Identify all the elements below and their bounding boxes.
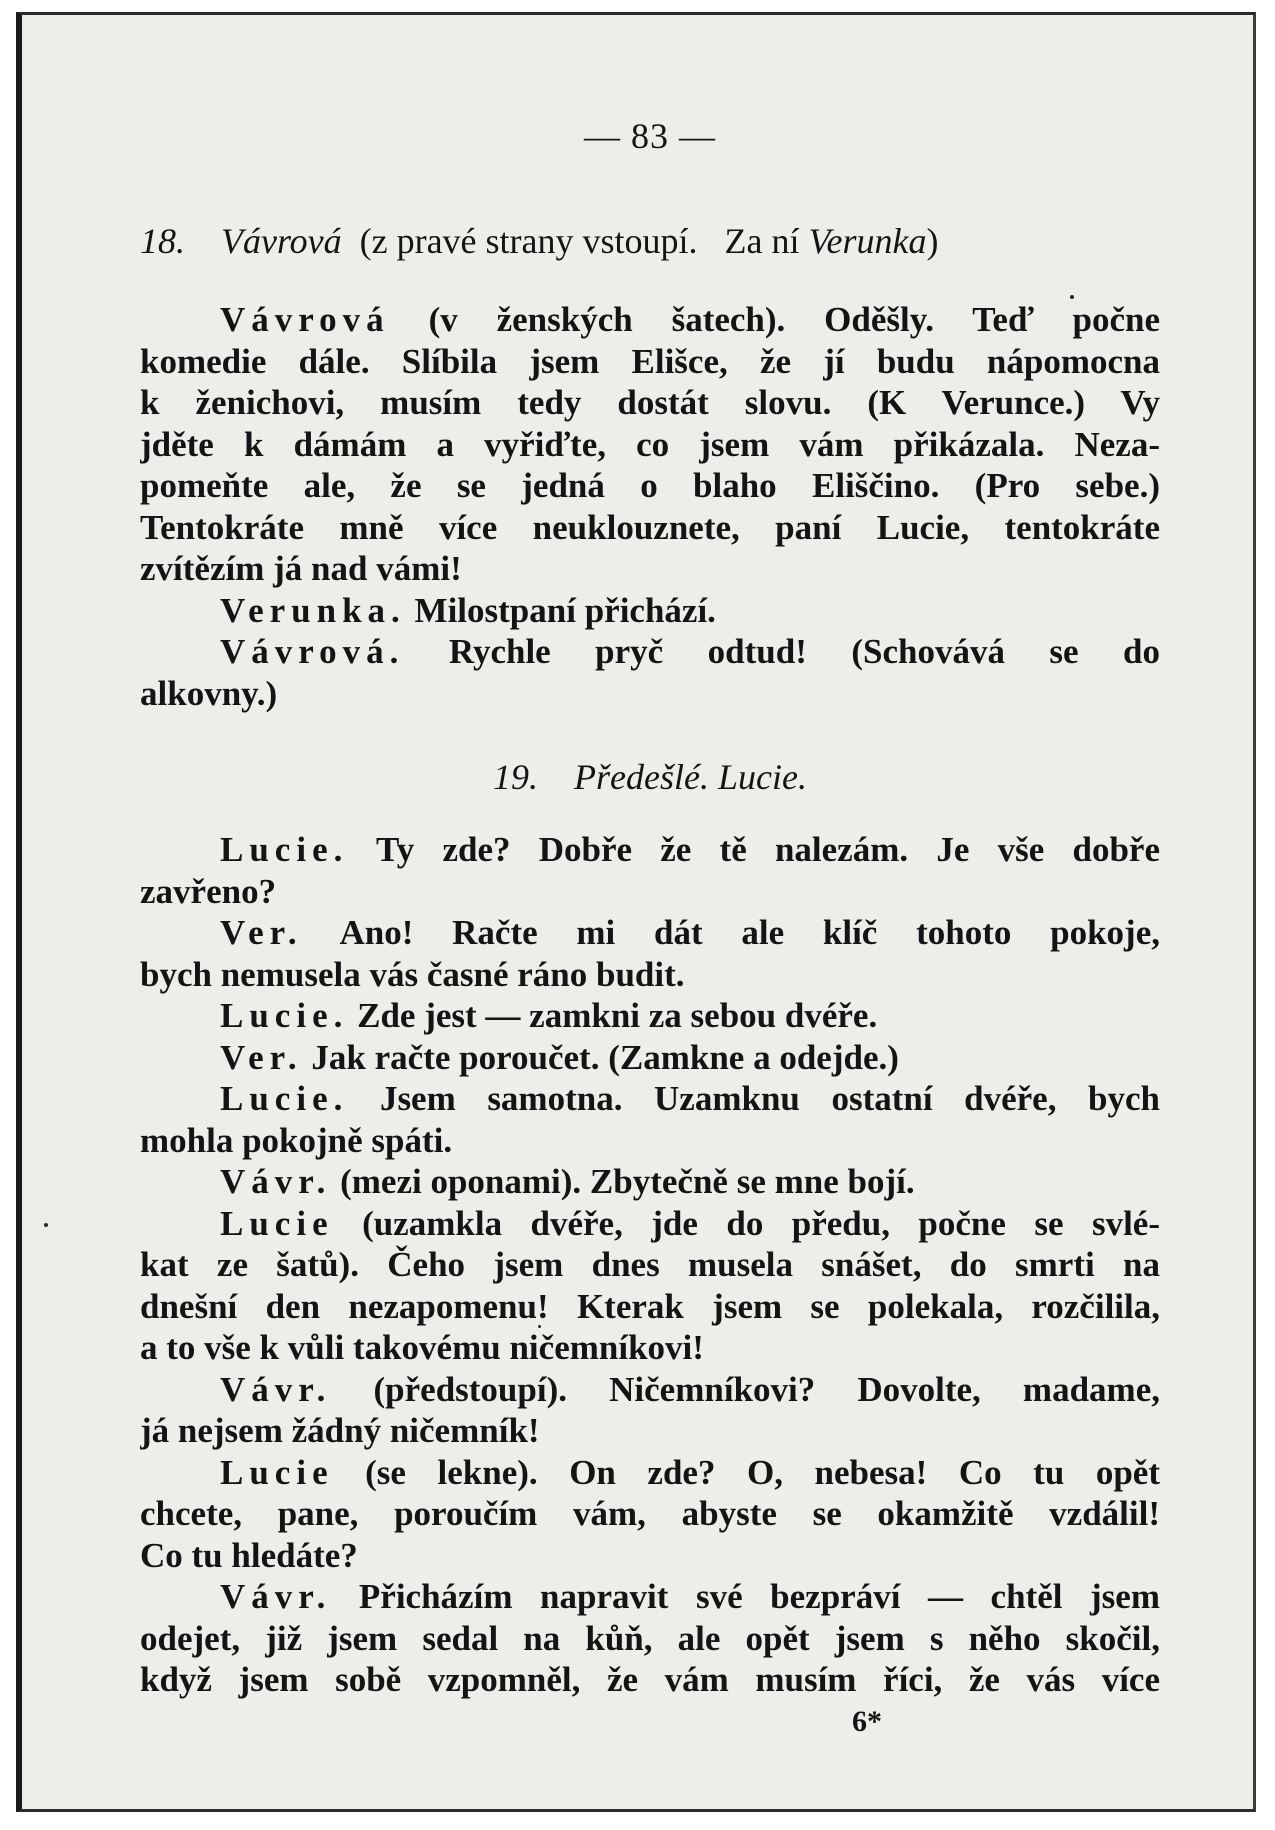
line-text: mohla pokojně spáti.: [140, 1120, 453, 1160]
text-line: [140, 1410, 1160, 1452]
text-line: [140, 1327, 1160, 1369]
text-line: [140, 1203, 1160, 1245]
scene-18-number: 18.: [140, 221, 185, 261]
line-text: k ženichovi, musím tedy dostát slovu. (K Verunce.) Vy: [140, 383, 1160, 422]
line-text: Přicházím napravit své bezpráví — chtěl jsem: [358, 1577, 1160, 1616]
scan-speck: [1070, 295, 1074, 299]
text-line: [140, 382, 1160, 424]
speaker-name: Ver.: [220, 1037, 303, 1077]
scene-18-direction-close: ): [926, 221, 939, 261]
text-line: [140, 1078, 1160, 1120]
text-line: [140, 631, 1160, 673]
text-line: [140, 1286, 1160, 1328]
line-text: (uzamkla dvéře, jde do předu, počne se svlé-: [362, 1203, 1160, 1243]
paper-sheet: [16, 12, 1256, 1812]
text-line: [140, 1037, 1160, 1079]
line-text: Tentokráte mně více neuklouznete, paní Lucie, tentokráte: [140, 507, 1160, 547]
speaker-name: Lucie.: [220, 996, 349, 1035]
scene-18-character: Vávrová: [221, 221, 342, 261]
line-text: (se lekne). On zde? O, nebesa! Co tu opět: [365, 1452, 1160, 1492]
text-line: [140, 912, 1160, 954]
line-text: Jsem samotna. Uzamknu ostatní dvéře, bych: [379, 1079, 1160, 1118]
line-text: když jsem sobě vzpomněl, že vám musím říci, že vás více: [140, 1660, 1160, 1699]
text-line: [140, 1493, 1160, 1535]
text-line: [140, 465, 1160, 507]
line-text: chcete, pane, poroučím vám, abyste se okamžitě vzdálil!: [140, 1494, 1160, 1533]
speaker-name: Lucie: [220, 1203, 334, 1243]
speaker-name: Lucie.: [220, 1079, 349, 1118]
line-text: komedie dále. Slíbila jsem Elišce, že jí budu nápomocna: [140, 341, 1160, 381]
text-line: [140, 1369, 1160, 1411]
scene-18-direction-open: (z pravé strany vstoupí.: [359, 221, 698, 261]
sheet-signature: 6*: [852, 1705, 882, 1738]
page-number: — 83 —: [584, 116, 716, 156]
scan-speck: [538, 1325, 541, 1328]
speaker-name: Lucie: [220, 1452, 334, 1492]
text-line: [140, 1535, 1160, 1577]
line-text: alkovny.): [140, 673, 278, 713]
text-line: [140, 424, 1160, 466]
line-text: Milostpaní přichází.: [414, 590, 716, 630]
scene-18-companion-prefix: Za ní: [724, 221, 800, 261]
text-line: [140, 590, 1160, 632]
text-line: [140, 548, 1160, 590]
line-text: Zde jest — zamkni za sebou dvéře.: [357, 996, 878, 1035]
speaker-name: Vávr.: [220, 1577, 332, 1616]
text-line: [140, 829, 1160, 871]
line-text: (v ženských šatech). Oděšly. Teď počne: [428, 300, 1160, 339]
speaker-name: Vávr.: [220, 1369, 332, 1409]
line-text: odejet, již jsem sedal na kůň, ale opět jsem s něho skočil,: [140, 1618, 1160, 1658]
scene-19-body: [140, 829, 1160, 1701]
line-text: Co tu hledáte?: [140, 1535, 358, 1575]
text-line: [140, 1618, 1160, 1660]
line-text: Jak račte poroučet. (Zamkne a odejde.): [311, 1037, 899, 1077]
speaker-name: Vávr.: [220, 1162, 332, 1201]
speaker-name: Lucie.: [220, 830, 349, 869]
text-line: [140, 673, 1160, 715]
speaker-name: Vávrová: [220, 300, 390, 339]
line-text: a to vše k vůli takovému ničemníkovi!: [140, 1328, 704, 1367]
line-text: Ty zde? Dobře že tě nalezám. Je vše dobře: [375, 830, 1160, 869]
speaker-name: Verunka.: [220, 590, 406, 630]
line-text: bych nemusela vás časné ráno budit.: [140, 954, 685, 994]
speaker-name: Vávrová.: [220, 632, 405, 671]
line-text: zavřeno?: [140, 871, 277, 911]
line-text: Rychle pryč odtud! (Schovává se do: [448, 632, 1160, 671]
scan-speck: [44, 1223, 48, 1227]
text-line: [140, 954, 1160, 996]
scene-18-body: [140, 299, 1160, 714]
text-line: [140, 1659, 1160, 1701]
text-line: [140, 1244, 1160, 1286]
text-line: [140, 995, 1160, 1037]
speaker-name: Ver.: [220, 913, 303, 952]
line-text: Ano! Račte mi dát ale klíč tohoto pokoje,: [339, 913, 1160, 952]
scene-19-title: Předešlé. Lucie.: [574, 757, 807, 797]
text-line: [140, 299, 1160, 341]
scene-19-heading: [140, 757, 1160, 797]
line-text: (předstoupí). Ničemníkovi? Dovolte, madame,: [373, 1369, 1160, 1409]
line-text: zvítězím já nad vámi!: [140, 549, 462, 588]
line-text: dnešní den nezapomenu! Kterak jsem se polekala, rozčilila,: [140, 1286, 1160, 1326]
text-line: [140, 341, 1160, 383]
text-line: [140, 1576, 1160, 1618]
line-text: kat ze šatů). Čeho jsem dnes musela snášet, do smrti na: [140, 1245, 1160, 1284]
line-text: (mezi oponami). Zbytečně se mne bojí.: [340, 1162, 915, 1201]
text-line: [140, 1120, 1160, 1162]
line-text: pomeňte ale, že se jedná o blaho Eliščino. (Pro sebe.): [140, 466, 1160, 505]
line-text: já nejsem žádný ničemník!: [140, 1411, 540, 1450]
text-line: [140, 1161, 1160, 1203]
text-line: [140, 507, 1160, 549]
line-text: jděte k dámám a vyřiďte, co jsem vám přikázala. Neza-: [140, 424, 1160, 464]
scene-18-companion: Verunka: [808, 221, 927, 261]
text-line: [140, 871, 1160, 913]
scene-19-number: 19.: [493, 757, 539, 797]
scene-18-heading: [140, 221, 1160, 261]
text-line: [140, 1452, 1160, 1494]
